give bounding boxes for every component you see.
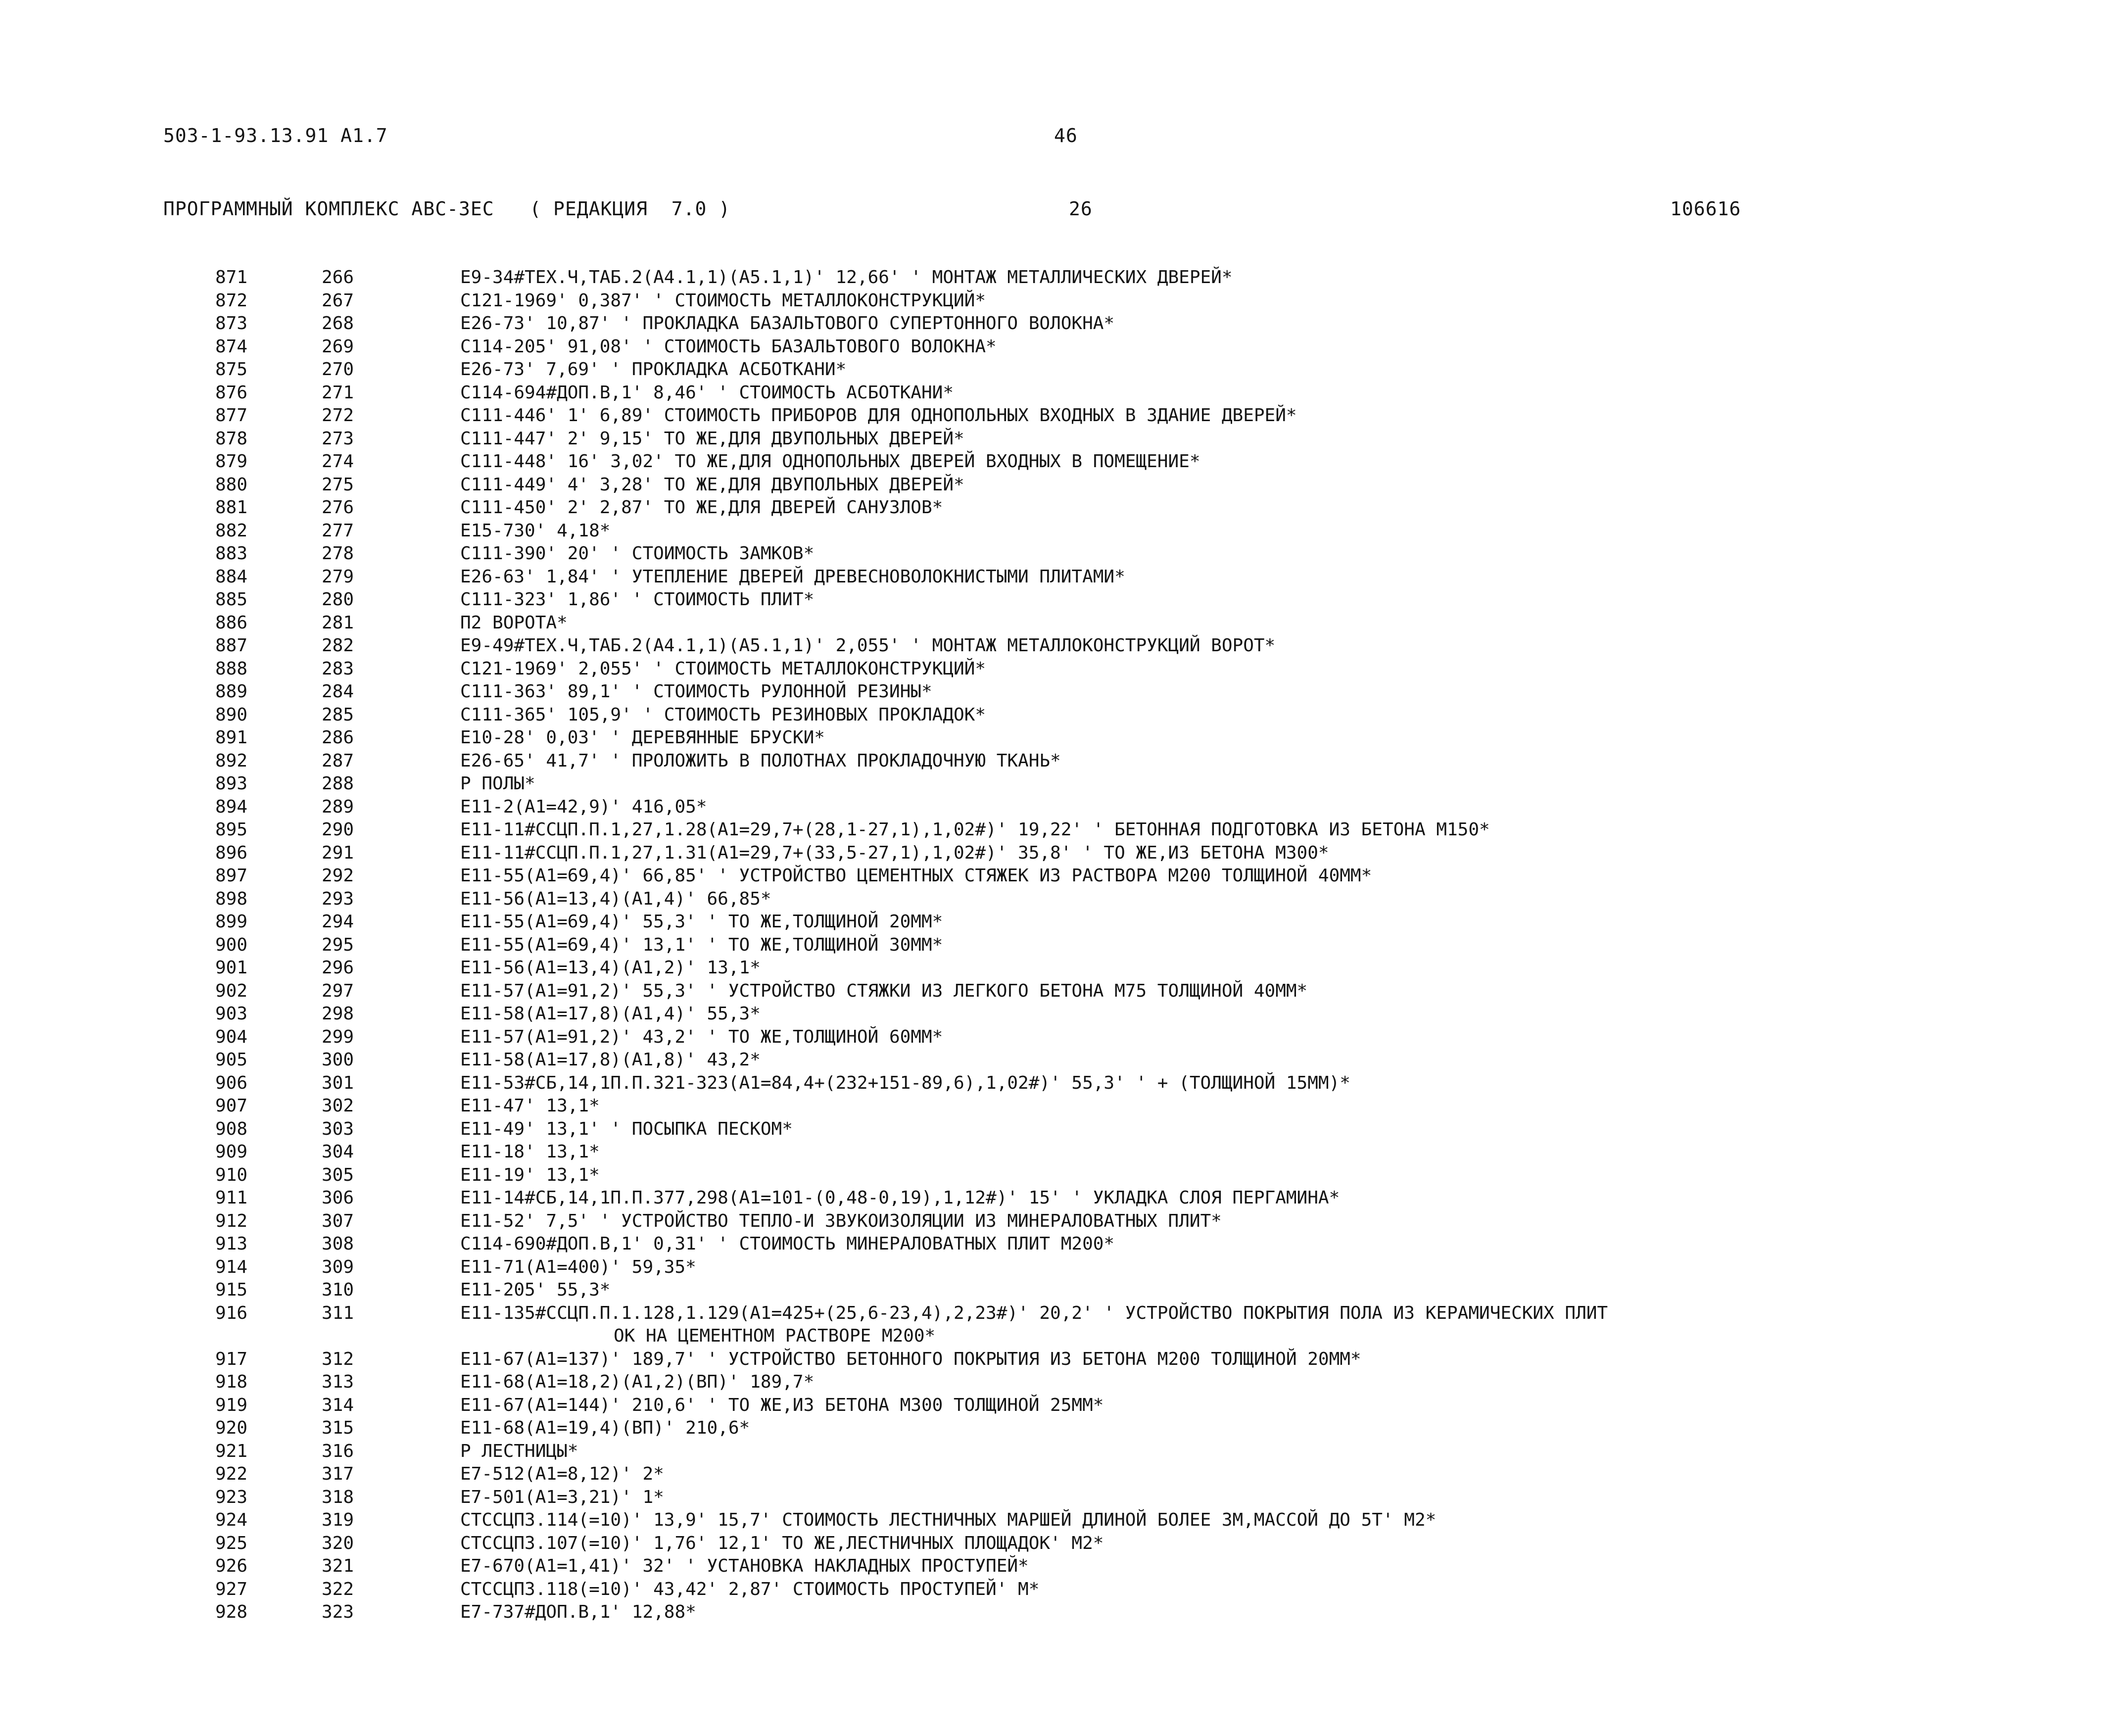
line-number: 906 [215, 1072, 247, 1093]
line-number: 881 [215, 497, 247, 518]
record-number: 270 [321, 359, 354, 380]
record-number: 266 [321, 267, 354, 288]
line-number: 878 [215, 428, 247, 449]
record-text: Е26-63' 1,84' ' УТЕПЛЕНИЕ ДВЕРЕЙ ДРЕВЕСНОВОЛОКНИСТЫМИ ПЛИТАМИ* [460, 566, 1125, 587]
record-text: Е11-49' 13,1' ' ПОСЫПКА ПЕСКОМ* [460, 1118, 793, 1139]
line-number: 923 [215, 1487, 247, 1507]
record-number: 312 [321, 1349, 354, 1369]
record-text: С111-390' 20' ' СТОИМОСТЬ ЗАМКОВ* [460, 543, 815, 564]
line-number: 889 [215, 681, 247, 702]
line-number: 883 [215, 543, 247, 564]
record-text: Е11-52' 7,5' ' УСТРОЙСТВО ТЕПЛО-И ЗВУКОИЗОЛЯЦИИ ИЗ МИНЕРАЛОВАТНЫХ ПЛИТ* [460, 1210, 1222, 1231]
line-number: 885 [215, 589, 247, 610]
line-number: 920 [215, 1418, 247, 1438]
line-number: 888 [215, 658, 247, 679]
record-number: 301 [321, 1072, 354, 1093]
line-number: 902 [215, 980, 247, 1001]
record-number: 316 [321, 1441, 354, 1461]
record-number: 286 [321, 727, 354, 748]
record-number: 311 [321, 1302, 354, 1323]
record-text: Е11-56(А1=13,4)(А1,4)' 66,85* [460, 888, 771, 909]
record-number: 318 [321, 1487, 354, 1507]
record-number: 294 [321, 912, 354, 932]
record-text: Е10-28' 0,03' ' ДЕРЕВЯННЫЕ БРУСКИ* [460, 727, 825, 748]
line-number: 896 [215, 842, 247, 863]
record-text: С111-449' 4' 3,28' ТО ЖЕ,ДЛЯ ДВУПОЛЬНЫХ ДВЕРЕЙ* [460, 474, 964, 495]
record-text: Е11-55(А1=69,4)' 55,3' ' ТО ЖЕ,ТОЛЩИНОЙ 20ММ* [460, 912, 943, 932]
record-text: Е15-730' 4,18* [460, 520, 611, 541]
line-number: 911 [215, 1188, 247, 1208]
record-text: Р ПОЛЫ* [460, 773, 535, 794]
record-number: 315 [321, 1418, 354, 1438]
record-number: 310 [321, 1280, 354, 1300]
record-text: Е26-73' 7,69' ' ПРОКЛАДКА АСБОТКАНИ* [460, 359, 847, 380]
line-number: 898 [215, 888, 247, 909]
line-number: 899 [215, 912, 247, 932]
record-number: 280 [321, 589, 354, 610]
record-text: Е11-53#СБ,14,1П.П.321-323(А1=84,4+(232+151-89,6),1,02#)' 55,3' ' + (ТОЛЩИНОЙ 15ММ)* [460, 1072, 1350, 1093]
record-number: 306 [321, 1188, 354, 1208]
record-text: Е9-49#ТЕХ.Ч,ТАБ.2(А4.1,1)(А5.1,1)' 2,055' ' МОНТАЖ МЕТАЛЛОКОНСТРУКЦИЙ ВОРОТ* [460, 635, 1276, 656]
record-text: Е11-58(А1=17,8)(А1,4)' 55,3* [460, 1004, 761, 1024]
line-number: 887 [215, 635, 247, 656]
line-number: 879 [215, 451, 247, 472]
record-number: 307 [321, 1210, 354, 1231]
record-number: 305 [321, 1164, 354, 1185]
record-number: 267 [321, 290, 354, 311]
record-number: 279 [321, 566, 354, 587]
record-number: 314 [321, 1395, 354, 1415]
line-number: 890 [215, 704, 247, 725]
record-number: 283 [321, 658, 354, 679]
record-number: 288 [321, 773, 354, 794]
record-text: Е9-34#ТЕХ.Ч,ТАБ.2(А4.1,1)(А5.1,1)' 12,66' ' МОНТАЖ МЕТАЛЛИЧЕСКИХ ДВЕРЕЙ* [460, 267, 1233, 288]
record-text: Е11-55(А1=69,4)' 13,1' ' ТО ЖЕ,ТОЛЩИНОЙ 30ММ* [460, 934, 943, 955]
record-number: 319 [321, 1510, 354, 1530]
record-number: 322 [321, 1579, 354, 1599]
record-text: Е11-14#СБ,14,1П.П.377,298(А1=101-(0,48-0,19),1,12#)' 15' ' УКЛАДКА СЛОЯ ПЕРГАМИНА* [460, 1188, 1340, 1208]
record-number: 300 [321, 1050, 354, 1070]
line-number: 914 [215, 1256, 247, 1277]
record-number: 278 [321, 543, 354, 564]
record-number: 313 [321, 1372, 354, 1392]
line-number: 919 [215, 1395, 247, 1415]
record-number: 272 [321, 405, 354, 426]
record-text: Е7-737#ДОП.В,1' 12,88* [460, 1602, 696, 1622]
line-number: 928 [215, 1602, 247, 1622]
record-number: 282 [321, 635, 354, 656]
line-number: 877 [215, 405, 247, 426]
record-number: 293 [321, 888, 354, 909]
record-number: 273 [321, 428, 354, 449]
line-number: 901 [215, 958, 247, 978]
record-number: 317 [321, 1464, 354, 1484]
record-text: Е26-65' 41,7' ' ПРОЛОЖИТЬ В ПОЛОТНАХ ПРОКЛАДОЧНУЮ ТКАНЬ* [460, 750, 1061, 771]
line-number: 894 [215, 796, 247, 817]
line-number: 903 [215, 1004, 247, 1024]
record-text: Е11-19' 13,1* [460, 1164, 600, 1185]
record-text: Е11-71(А1=400)' 59,35* [460, 1256, 696, 1277]
record-text: Е11-67(А1=137)' 189,7' ' УСТРОЙСТВО БЕТОННОГО ПОКРЫТИЯ ИЗ БЕТОНА М200 ТОЛЩИНОЙ 20ММ* [460, 1349, 1361, 1369]
record-text: С111-447' 2' 9,15' ТО ЖЕ,ДЛЯ ДВУПОЛЬНЫХ ДВЕРЕЙ* [460, 428, 964, 449]
record-number: 297 [321, 980, 354, 1001]
record-number: 320 [321, 1533, 354, 1553]
line-number: 904 [215, 1026, 247, 1047]
line-number: 905 [215, 1050, 247, 1070]
line-number: 921 [215, 1441, 247, 1461]
line-number: 886 [215, 612, 247, 633]
record-number: 296 [321, 958, 354, 978]
record-text: Е11-68(А1=18,2)(А1,2)(ВП)' 189,7* [460, 1372, 815, 1392]
record-number: 323 [321, 1602, 354, 1622]
record-text: Е11-11#ССЦП.П.1,27,1.28(А1=29,7+(28,1-27,1),1,02#)' 19,22' ' БЕТОННАЯ ПОДГОТОВКА ИЗ БЕТОНА М150* [460, 820, 1490, 840]
record-text: С121-1969' 0,387' ' СТОИМОСТЬ МЕТАЛЛОКОНСТРУКЦИЙ* [460, 290, 986, 311]
record-text: С111-365' 105,9' ' СТОИМОСТЬ РЕЗИНОВЫХ ПРОКЛАДОК* [460, 704, 986, 725]
record-text: Е11-205' 55,3* [460, 1280, 611, 1300]
line-number: 908 [215, 1118, 247, 1139]
record-text: Е11-47' 13,1* [460, 1096, 600, 1116]
line-number: 884 [215, 566, 247, 587]
record-text: С114-690#ДОП.В,1' 0,31' ' СТОИМОСТЬ МИНЕРАЛОВАТНЫХ ПЛИТ М200* [460, 1234, 1115, 1254]
record-text: Е11-135#ССЦП.П.1.128,1.129(А1=425+(25,6-23,4),2,23#)' 20,2' ' УСТРОЙСТВО ПОКРЫТИЯ ПОЛА ИЗ КЕРАМИЧЕСКИХ ПЛИТ [460, 1302, 1608, 1323]
record-number: 321 [321, 1556, 354, 1576]
line-number: 915 [215, 1280, 247, 1300]
record-text: Е11-68(А1=19,4)(ВП)' 210,6* [460, 1418, 750, 1438]
record-number: 287 [321, 750, 354, 771]
record-text: Е11-67(А1=144)' 210,6' ' ТО ЖЕ,ИЗ БЕТОНА М300 ТОЛЩИНОЙ 25ММ* [460, 1395, 1104, 1415]
line-number: 871 [215, 267, 247, 288]
record-text: С111-323' 1,86' ' СТОИМОСТЬ ПЛИТ* [460, 589, 815, 610]
record-number: 299 [321, 1026, 354, 1047]
line-number: 891 [215, 727, 247, 748]
sheet-number: 26 [1069, 198, 1093, 220]
line-number: 882 [215, 520, 247, 541]
line-number: 873 [215, 313, 247, 334]
record-number: 277 [321, 520, 354, 541]
document-number: 106616 [1670, 198, 1741, 220]
record-text: Е11-56(А1=13,4)(А1,2)' 13,1* [460, 958, 761, 978]
record-text: П2 ВОРОТА* [460, 612, 568, 633]
line-number: 913 [215, 1234, 247, 1254]
line-number: 916 [215, 1302, 247, 1323]
record-text: Е7-670(А1=1,41)' 32' ' УСТАНОВКА НАКЛАДНЫХ ПРОСТУПЕЙ* [460, 1556, 1029, 1576]
record-number: 284 [321, 681, 354, 702]
line-number: 893 [215, 773, 247, 794]
record-number: 268 [321, 313, 354, 334]
record-text: С114-205' 91,08' ' СТОИМОСТЬ БАЗАЛЬТОВОГО ВОЛОКНА* [460, 336, 997, 357]
record-text: Е11-18' 13,1* [460, 1142, 600, 1162]
document-id: 503-1-93.13.91 А1.7 [163, 125, 388, 146]
record-number: 304 [321, 1142, 354, 1162]
record-text: С121-1969' 2,055' ' СТОИМОСТЬ МЕТАЛЛОКОНСТРУКЦИЙ* [460, 658, 986, 679]
record-text-continuation: ОК НА ЦЕМЕНТНОМ РАСТВОРЕ М200* [614, 1326, 936, 1346]
record-number: 276 [321, 497, 354, 518]
line-number: 924 [215, 1510, 247, 1530]
record-number: 309 [321, 1256, 354, 1277]
line-number: 912 [215, 1210, 247, 1231]
record-text: С111-450' 2' 2,87' ТО ЖЕ,ДЛЯ ДВЕРЕЙ САНУЗЛОВ* [460, 497, 943, 518]
line-number: 922 [215, 1464, 247, 1484]
record-number: 302 [321, 1096, 354, 1116]
record-text: Е7-512(А1=8,12)' 2* [460, 1464, 664, 1484]
line-number: 880 [215, 474, 247, 495]
record-number: 308 [321, 1234, 354, 1254]
line-number: 895 [215, 820, 247, 840]
record-text: Е11-58(А1=17,8)(А1,8)' 43,2* [460, 1050, 761, 1070]
record-text: С111-446' 1' 6,89' СТОИМОСТЬ ПРИБОРОВ ДЛЯ ОДНОПОЛЬНЫХ ВХОДНЫХ В ЗДАНИЕ ДВЕРЕЙ* [460, 405, 1297, 426]
line-number: 909 [215, 1142, 247, 1162]
record-text: Е11-57(А1=91,2)' 55,3' ' УСТРОЙСТВО СТЯЖКИ ИЗ ЛЕГКОГО БЕТОНА М75 ТОЛЩИНОЙ 40ММ* [460, 980, 1308, 1001]
record-number: 289 [321, 796, 354, 817]
line-number: 917 [215, 1349, 247, 1369]
record-text: Е7-501(А1=3,21)' 1* [460, 1487, 664, 1507]
record-text: С111-363' 89,1' ' СТОИМОСТЬ РУЛОННОЙ РЕЗИНЫ* [460, 681, 932, 702]
line-number: 900 [215, 934, 247, 955]
line-number: 910 [215, 1164, 247, 1185]
line-number: 925 [215, 1533, 247, 1553]
record-text: Е11-55(А1=69,4)' 66,85' ' УСТРОЙСТВО ЦЕМЕНТНЫХ СТЯЖЕК ИЗ РАСТВОРА М200 ТОЛЩИНОЙ 40ММ* [460, 866, 1372, 886]
line-number: 907 [215, 1096, 247, 1116]
page-number: 46 [1054, 125, 1078, 146]
line-number: 874 [215, 336, 247, 357]
record-number: 291 [321, 842, 354, 863]
record-text: Е11-57(А1=91,2)' 43,2' ' ТО ЖЕ,ТОЛЩИНОЙ 60ММ* [460, 1026, 943, 1047]
line-number: 892 [215, 750, 247, 771]
record-text: СТССЦП3.118(=10)' 43,42' 2,87' СТОИМОСТЬ ПРОСТУПЕЙ' М* [460, 1579, 1040, 1599]
record-number: 290 [321, 820, 354, 840]
line-number: 926 [215, 1556, 247, 1576]
record-number: 285 [321, 704, 354, 725]
record-number: 303 [321, 1118, 354, 1139]
record-number: 298 [321, 1004, 354, 1024]
line-number: 875 [215, 359, 247, 380]
line-number: 872 [215, 290, 247, 311]
line-number: 927 [215, 1579, 247, 1599]
line-number: 876 [215, 382, 247, 403]
record-text: СТССЦП3.107(=10)' 1,76' 12,1' ТО ЖЕ,ЛЕСТНИЧНЫХ ПЛОЩАДОК' М2* [460, 1533, 1104, 1553]
record-number: 295 [321, 934, 354, 955]
line-number: 918 [215, 1372, 247, 1392]
record-number: 274 [321, 451, 354, 472]
record-text: Е11-2(А1=42,9)' 416,05* [460, 796, 707, 817]
record-number: 275 [321, 474, 354, 495]
record-number: 281 [321, 612, 354, 633]
record-text: Е11-11#ССЦП.П.1,27,1.31(А1=29,7+(33,5-27,1),1,02#)' 35,8' ' ТО ЖЕ,ИЗ БЕТОНА М300* [460, 842, 1329, 863]
record-number: 269 [321, 336, 354, 357]
record-text: С114-694#ДОП.В,1' 8,46' ' СТОИМОСТЬ АСБОТКАНИ* [460, 382, 954, 403]
record-text: Р ЛЕСТНИЦЫ* [460, 1441, 578, 1461]
record-text: Е26-73' 10,87' ' ПРОКЛАДКА БАЗАЛЬТОВОГО СУПЕРТОННОГО ВОЛОКНА* [460, 313, 1115, 334]
record-text: СТССЦП3.114(=10)' 13,9' 15,7' СТОИМОСТЬ ЛЕСТНИЧНЫХ МАРШЕЙ ДЛИНОЙ БОЛЕЕ 3М,МАССОЙ ДО 5Т' М2* [460, 1510, 1437, 1530]
line-number: 897 [215, 866, 247, 886]
record-number: 292 [321, 866, 354, 886]
program-title: ПРОГРАММНЫЙ КОМПЛЕКС АВС-3ЕС ( РЕДАКЦИЯ 7.0 ) [163, 198, 731, 220]
record-text: С111-448' 16' 3,02' ТО ЖЕ,ДЛЯ ОДНОПОЛЬНЫХ ДВЕРЕЙ ВХОДНЫХ В ПОМЕЩЕНИЕ* [460, 451, 1200, 472]
record-number: 271 [321, 382, 354, 403]
